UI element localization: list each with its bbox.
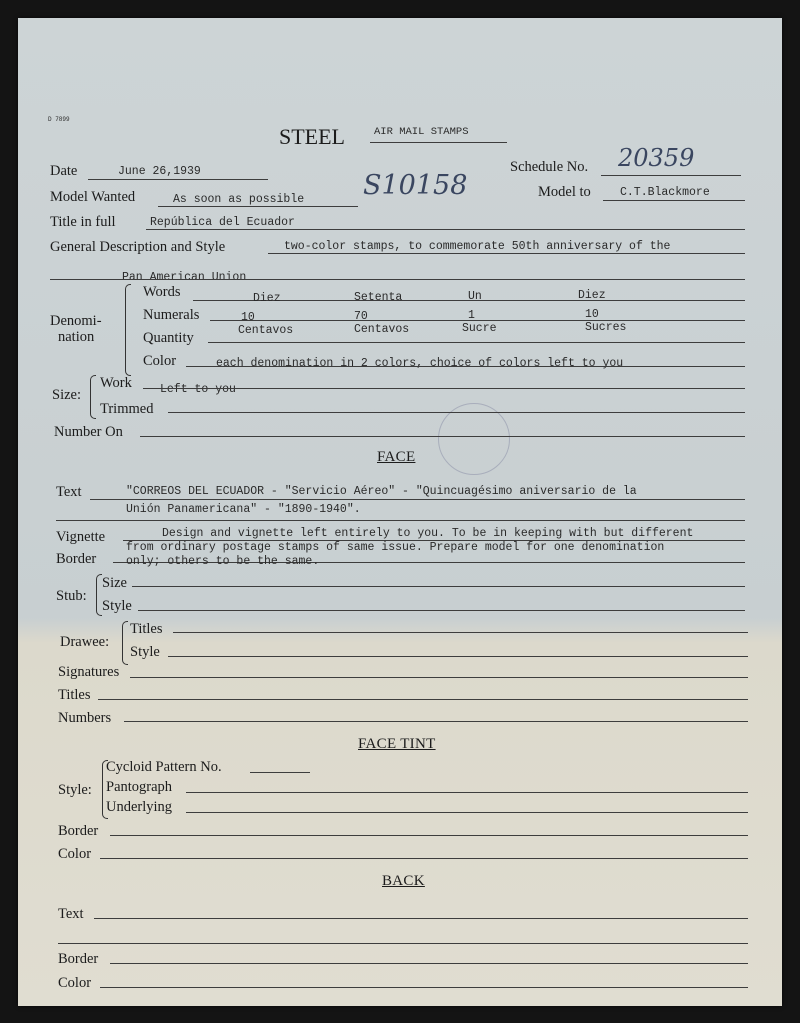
face-tint-heading: FACE TINT xyxy=(358,736,436,752)
drawee-titles-label: Titles xyxy=(130,621,163,637)
denomination-numeral-4: 10 xyxy=(585,308,599,321)
title-in-full-value: República del Ecuador xyxy=(150,216,295,229)
size-work-value: Left to you xyxy=(160,383,236,396)
header-title: STEEL xyxy=(279,124,345,149)
size-brace xyxy=(90,375,96,419)
model-to-value: C.T.Blackmore xyxy=(620,186,710,199)
date-line xyxy=(88,179,268,180)
stub-style-line xyxy=(138,610,745,611)
model-wanted-value: As soon as possible xyxy=(173,193,305,206)
form-code: D 7899 xyxy=(48,116,70,123)
stub-size-line xyxy=(132,586,745,587)
general-description-value-2: Pan American Union xyxy=(122,271,247,284)
denomination-word-2: Setenta xyxy=(354,291,403,304)
size-trimmed-label: Trimmed xyxy=(100,401,154,417)
drawee-titles-line xyxy=(173,632,748,633)
number-on-line xyxy=(140,436,745,437)
numbers-label: Numbers xyxy=(58,710,112,726)
denomination-label-2: nation xyxy=(58,329,95,345)
model-to-label: Model to xyxy=(538,184,591,200)
denomination-label-1: Denomi- xyxy=(50,313,102,329)
denomination-unit-1: Centavos xyxy=(238,324,294,337)
schedule-label: Schedule No. xyxy=(510,159,589,175)
model-wanted-label: Model Wanted xyxy=(50,189,136,205)
model-to-line xyxy=(603,200,745,201)
underlying-label: Underlying xyxy=(106,799,173,815)
denomination-numeral-2: 70 xyxy=(354,310,368,323)
denomination-numerals-label: Numerals xyxy=(143,307,200,323)
stub-label: Stub: xyxy=(56,588,87,604)
face-vignette-value-1: Design and vignette left entirely to you. To be in keeping with but different xyxy=(162,527,694,540)
face-vignette-label: Vignette xyxy=(56,529,106,545)
header-subtitle: AIR MAIL STAMPS xyxy=(374,126,469,138)
face-vignette-value-2: from ordinary postage stamps of same issue. Prepare model for one denomination xyxy=(126,541,665,554)
general-description-line-2 xyxy=(50,279,745,280)
date-value: June 26,1939 xyxy=(118,165,201,178)
schedule-value: 20359 xyxy=(618,144,695,172)
back-color-label: Color xyxy=(58,975,92,991)
title-in-full-label: Title in full xyxy=(50,214,116,230)
cycloid-line xyxy=(250,772,310,773)
size-label: Size: xyxy=(52,387,81,403)
back-border-label: Border xyxy=(58,951,99,967)
back-text-label: Text xyxy=(58,906,84,922)
drawee-style-line xyxy=(168,656,748,657)
denomination-brace xyxy=(125,284,131,376)
denomination-quantity-label: Quantity xyxy=(143,330,194,346)
denomination-unit-2: Centavos xyxy=(354,323,410,336)
back-heading: BACK xyxy=(382,873,425,889)
denomination-color-value: each denomination in 2 colors, choice of colors left to you xyxy=(216,357,624,370)
face-text-value-1: "CORREOS DEL ECUADOR - "Servicio Aéreo" - "Quincuagésimo aniversario de la xyxy=(126,485,637,498)
denomination-word-1: Diez xyxy=(253,292,281,305)
drawee-label: Drawee: xyxy=(60,634,110,650)
pantograph-label: Pantograph xyxy=(106,779,173,795)
drawee-brace xyxy=(122,621,128,665)
document-sheet xyxy=(18,18,782,1006)
pantograph-line xyxy=(186,792,748,793)
back-color-line xyxy=(100,987,748,988)
cycloid-label: Cycloid Pattern No. xyxy=(106,759,222,775)
denomination-unit-4: Sucres xyxy=(585,321,627,334)
size-trimmed-line xyxy=(168,412,745,413)
stub-style-label: Style xyxy=(102,598,132,614)
size-work-line xyxy=(143,388,745,389)
titles-line xyxy=(98,699,748,700)
underlying-line xyxy=(186,812,748,813)
size-work-label: Work xyxy=(100,375,132,391)
face-text-value-2: Unión Panamericana" - "1890-1940". xyxy=(126,503,361,516)
denomination-quantity-line xyxy=(208,342,745,343)
denomination-numeral-3: 1 xyxy=(468,309,475,322)
handwritten-number: S10158 xyxy=(363,170,468,201)
face-text-line-1 xyxy=(90,499,745,500)
face-heading: FACE xyxy=(377,449,416,465)
face-text-label: Text xyxy=(56,484,82,500)
denomination-numeral-1: 10 xyxy=(241,311,255,324)
date-label: Date xyxy=(50,163,78,179)
back-border-line xyxy=(110,963,748,964)
face-tint-color-label: Color xyxy=(58,846,92,862)
denomination-words-label: Words xyxy=(143,284,181,300)
denomination-word-4: Diez xyxy=(578,289,606,302)
denomination-color-line xyxy=(186,366,745,367)
model-wanted-line xyxy=(158,206,358,207)
signatures-label: Signatures xyxy=(58,664,120,680)
face-tint-color-line xyxy=(100,858,748,859)
schedule-line xyxy=(601,175,741,176)
back-text-line-2 xyxy=(58,943,748,944)
numbers-line xyxy=(124,721,748,722)
titles-label: Titles xyxy=(58,687,91,703)
general-description-line-1 xyxy=(268,253,745,254)
general-description-value-1: two-color stamps, to commemorate 50th anniversary of the xyxy=(284,240,671,253)
face-text-line-2 xyxy=(56,520,745,521)
denomination-numerals-line xyxy=(210,320,745,321)
faint-postmark xyxy=(438,403,510,475)
header-line xyxy=(370,142,507,143)
denomination-word-3: Un xyxy=(468,290,482,303)
stub-size-label: Size xyxy=(102,575,127,591)
face-tint-border-line xyxy=(110,835,748,836)
title-in-full-line xyxy=(146,229,745,230)
back-text-line-1 xyxy=(94,918,748,919)
face-tint-border-label: Border xyxy=(58,823,99,839)
denomination-unit-3: Sucre xyxy=(462,322,497,335)
face-tint-style-label: Style: xyxy=(58,782,92,798)
face-border-label: Border xyxy=(56,551,97,567)
signatures-line xyxy=(130,677,748,678)
number-on-label: Number On xyxy=(54,424,123,440)
face-vignette-value-3: only; others to be the same. xyxy=(126,555,320,568)
drawee-style-label: Style xyxy=(130,644,160,660)
denomination-color-label: Color xyxy=(143,353,177,369)
general-description-label: General Description and Style xyxy=(50,239,226,255)
